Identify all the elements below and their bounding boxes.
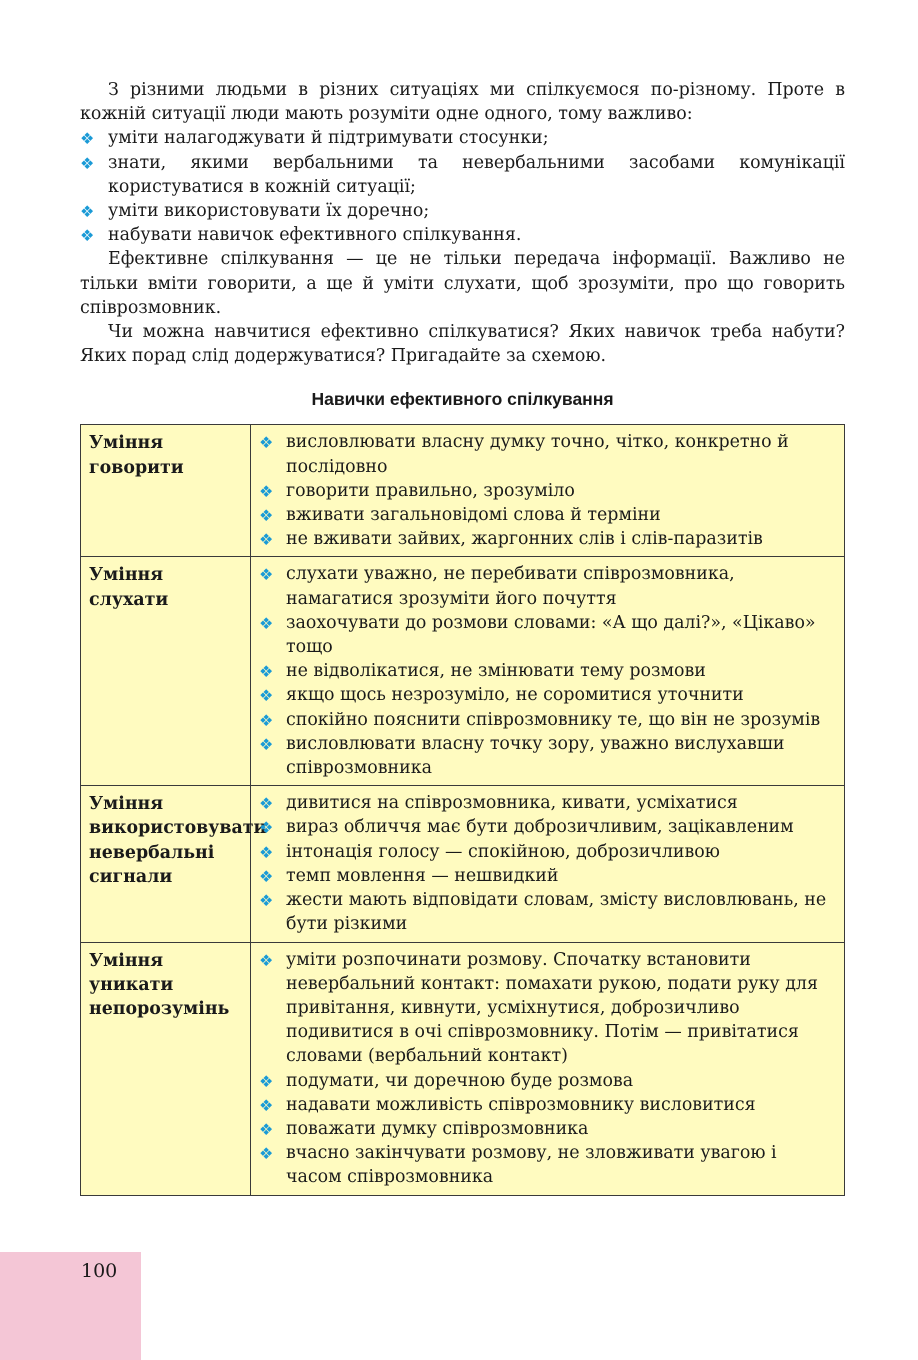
list-item-text: спокійно пояснити співрозмовнику те, що він не зрозумів [286, 709, 821, 730]
list-item [259, 562, 834, 610]
list-item [80, 223, 845, 247]
table-row [81, 786, 845, 942]
list-item [80, 126, 845, 150]
intro-section [80, 78, 845, 368]
list-item-text: дивитися на співрозмовника, кивати, усміхатися [286, 793, 738, 814]
list-item [259, 864, 834, 888]
row-category: Уміння використовувати невербальні сигнали [81, 786, 251, 942]
list-item-text: темп мовлення — нешвидкий [286, 865, 559, 886]
page-content [80, 78, 845, 1196]
intro-paragraph-1: З різними людьми в різних ситуаціях ми спілкуємося по-різному. Проте в кожній ситуації люди мають розуміти одне одного, тому важливо: [80, 80, 845, 125]
diamond-bullet-icon [259, 1070, 273, 1094]
row-category: Уміння уникати непорозумінь [81, 942, 251, 1195]
page-number: 100 [81, 1260, 118, 1282]
diamond-bullet-icon [259, 612, 273, 636]
row-category: Уміння говорити [81, 425, 251, 557]
diamond-bullet-icon [259, 889, 273, 913]
diamond-bullet-icon [259, 1142, 273, 1166]
list-item-text: подумати, чи доречною буде розмова [286, 1070, 634, 1091]
list-item-text: не відволікатися, не змінювати тему розмови [286, 661, 706, 682]
list-item [259, 840, 834, 864]
list-item [259, 732, 834, 780]
list-item [259, 888, 834, 936]
list-item [80, 199, 845, 223]
table-row [81, 557, 845, 786]
row-items [251, 425, 845, 557]
list-item-text: знати, якими вербальними та невербальними засобами комунікації користуватися в кожній ситуації; [108, 152, 845, 197]
list-item-text: заохочувати до розмови словами: «А що далі?», «Цікаво» тощо [286, 612, 816, 658]
list-item-text: вираз обличчя має бути доброзичливим, зацікавленим [286, 817, 794, 838]
list-item-text: висловлювати власну думку точно, чітко, конкретно й послідовно [286, 432, 789, 477]
diamond-bullet-icon [259, 528, 273, 552]
table-row [81, 942, 845, 1195]
list-item-text: надавати можливість співрозмовнику висловитися [286, 1094, 756, 1115]
diamond-bullet-icon [259, 504, 273, 528]
page-footer-band [0, 1252, 141, 1360]
list-item [259, 708, 834, 732]
list-item [259, 815, 834, 839]
list-item [259, 683, 834, 707]
diamond-bullet-icon [259, 480, 273, 504]
list-item-text: якщо щось незрозуміло, не соромитися уточнити [286, 685, 744, 706]
list-item [259, 1069, 834, 1093]
list-item [259, 527, 834, 551]
list-item-text: уміти налагоджувати й підтримувати стосунки; [108, 128, 549, 149]
list-item-text: уміти використовувати їх доречно; [108, 201, 430, 222]
list-item-text: вживати загальновідомі слова й терміни [286, 505, 661, 526]
list-item [80, 151, 845, 199]
list-item-text: не вживати зайвих, жаргонних слів і слів-паразитів [286, 529, 763, 550]
diamond-bullet-icon [259, 660, 273, 684]
list-item-text: висловлювати власну точку зору, уважно вислухавши співрозмовника [286, 733, 785, 779]
list-item-text: говорити правильно, зрозуміло [286, 480, 575, 501]
list-item-text: поважати думку співрозмовника [286, 1118, 589, 1139]
intro-bullet-list [80, 126, 845, 247]
list-item-text: жести мають відповідати словам, змісту висловлювань, не бути різкими [286, 890, 827, 935]
list-item [259, 791, 834, 815]
list-item [259, 503, 834, 527]
diamond-bullet-icon [80, 127, 94, 151]
list-item [259, 1117, 834, 1141]
list-item-text: слухати уважно, не перебивати співрозмовника, намагатися зрозуміти його почуття [286, 564, 735, 609]
list-item [259, 1093, 834, 1117]
row-category: Уміння слухати [81, 557, 251, 786]
diamond-bullet-icon [259, 841, 273, 865]
intro-paragraph-3: Чи можна навчитися ефективно спілкуватися? Яких навичок треба набути? Яких порад слід додержуватися? Пригадайте за схемою. [80, 322, 845, 367]
diamond-bullet-icon [259, 1118, 273, 1142]
diamond-bullet-icon [259, 684, 273, 708]
diamond-bullet-icon [259, 709, 273, 733]
skills-table [80, 424, 845, 1195]
diamond-bullet-icon [259, 865, 273, 889]
list-item [259, 1141, 834, 1189]
row-items [251, 786, 845, 942]
diamond-bullet-icon [259, 792, 273, 816]
list-item [259, 479, 834, 503]
row-items [251, 942, 845, 1195]
list-item-text: інтонація голосу — спокійною, доброзичливою [286, 841, 720, 862]
list-item [259, 430, 834, 478]
diamond-bullet-icon [80, 224, 94, 248]
diamond-bullet-icon [259, 563, 273, 587]
diamond-bullet-icon [80, 200, 94, 224]
list-item-text: набувати навичок ефективного спілкування. [108, 225, 522, 246]
intro-paragraph-2: Ефективне спілкування — це не тільки передача інформації. Важливо не тільки вміти говорити, а ще й уміти слухати, щоб зрозуміти, про що говорить співрозмовник. [80, 249, 845, 318]
diamond-bullet-icon [259, 1094, 273, 1118]
diamond-bullet-icon [259, 733, 273, 757]
list-item-text: вчасно закінчувати розмову, не зловживати увагою і часом співрозмовника [286, 1143, 777, 1188]
row-items [251, 557, 845, 786]
diamond-bullet-icon [259, 949, 273, 973]
diamond-bullet-icon [259, 816, 273, 840]
list-item [259, 659, 834, 683]
list-item [259, 948, 834, 1069]
list-item [259, 611, 834, 659]
list-item-text: уміти розпочинати розмову. Спочатку встановити невербальний контакт: помахати рукою, подати руку для привітання, кивнути, усміхнутися, доброзичливо подивитися в очі співрозмовнику. Потім — привітатися словами (вербальний контакт) [286, 949, 818, 1067]
table-title: Навички ефективного спілкування [311, 389, 614, 410]
table-row [81, 425, 845, 557]
diamond-bullet-icon [80, 152, 94, 176]
diamond-bullet-icon [259, 431, 273, 455]
